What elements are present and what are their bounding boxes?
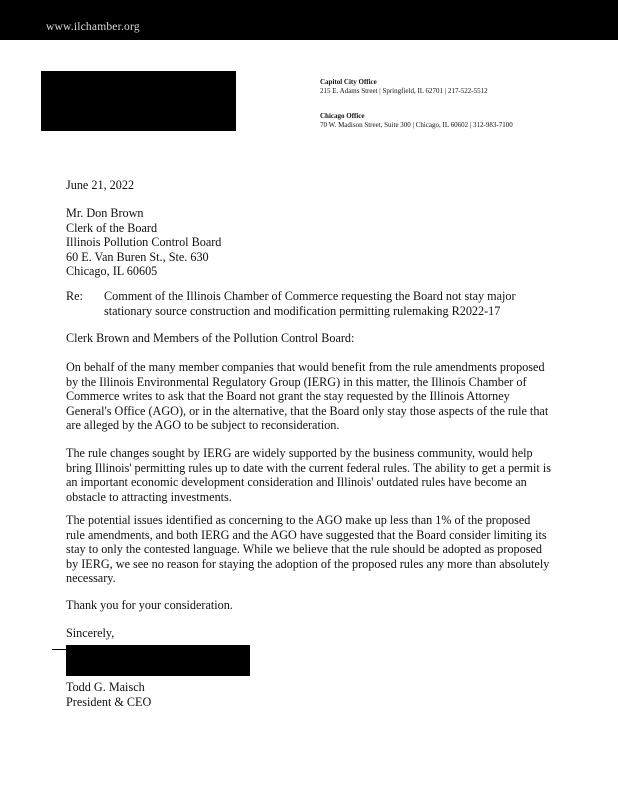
salutation: Clerk Brown and Members of the Pollution Control Board:	[66, 331, 355, 345]
office-address: 70 W. Madison Street, Suite 300 | Chicago, IL 60602 | 312-983-7100	[320, 121, 513, 129]
recipient-line: 60 E. Van Buren St., Ste. 630	[66, 249, 209, 264]
letter-date: June 21, 2022	[66, 178, 135, 192]
website-url: www.ilchamber.org	[46, 21, 140, 33]
body-paragraph: The potential issues identified as concerning to the AGO make up less than 1% of the proposed rule amendments, and both IERG and the AGO have suggested that the Board consider limiting its stay to only the contested language. While we believe that the rule should be adopted as proposed by IERG, we see no reason for staying the adoption of the proposed rules any more than absolutely necessary.	[66, 513, 550, 585]
closing: Sincerely,	[66, 626, 115, 640]
subject-text: Comment of the Illinois Chamber of Commerce requesting the Board not stay major stationary source construction and modification permitting rulemaking R2022-17	[104, 289, 516, 318]
signer-block	[66, 680, 151, 709]
subject-label: Re:	[66, 289, 83, 303]
recipient-line: Illinois Pollution Control Board	[66, 235, 222, 249]
recipient-line: Mr. Don Brown	[66, 206, 144, 220]
signer-title: President & CEO	[66, 694, 152, 709]
office-chicago	[320, 112, 513, 130]
body-paragraph: Thank you for your consideration.	[66, 598, 233, 612]
office-address: 215 E. Adams Street | Springfield, IL 62701 | 217-522-5512	[320, 87, 488, 95]
recipient-line: Chicago, IL 60605	[66, 264, 158, 278]
redacted-logo-block	[41, 71, 236, 131]
body-paragraph: The rule changes sought by IERG are widely supported by the business community, would help bring Illinois' permitting rules up to date with the current federal rules. The ability to get a permit is an important economic development consideration and Illinois' outdated rules have become an obstacle to attracting investments.	[66, 446, 551, 504]
header-bar	[0, 0, 618, 40]
body-paragraph: On behalf of the many member companies that would benefit from the rule amendments proposed by the Illinois Environmental Regulatory Group (IERG) in this matter, the Illinois Chamber of Commerce writes to ask that the Board not grant the stay requested by the Illinois Attorney General's Office (AGO), or in the alternative, that the Board only stay those aspects of the rule that are alleged by the AGO to be subject to reconsideration.	[66, 360, 549, 432]
office-capitol-city	[320, 78, 488, 96]
signer-name: Todd G. Maisch	[66, 680, 145, 694]
office-title: Capitol City Office	[320, 78, 377, 86]
recipient-address	[66, 206, 221, 279]
office-title: Chicago Office	[320, 112, 365, 120]
recipient-line: Clerk of the Board	[66, 220, 158, 235]
redacted-signature-block	[66, 645, 250, 676]
